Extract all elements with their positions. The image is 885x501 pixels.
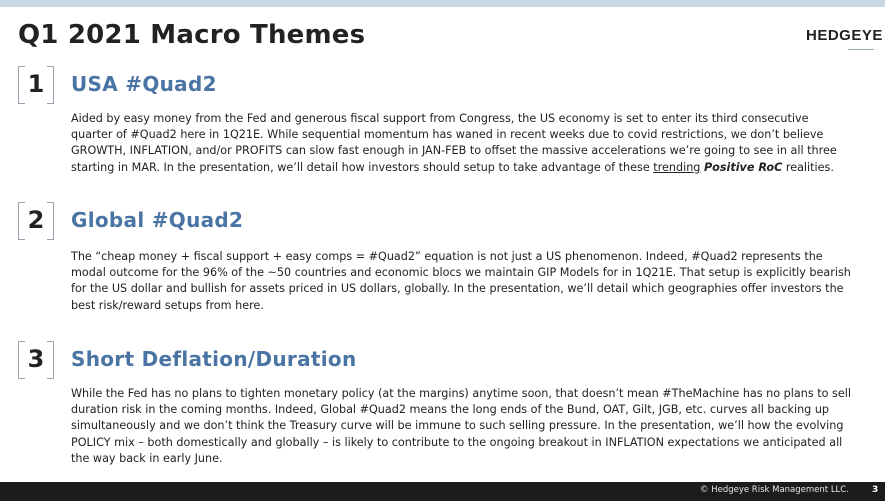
section-number-box xyxy=(18,66,54,104)
section-heading: Short Deflation/Duration xyxy=(71,347,357,371)
page-number: 3 xyxy=(872,485,879,495)
body-main-text: Aided by easy money from the Fed and generous fiscal support from Congress, the US economy is set to enter its third consecutive quarter of #Quad2 here in 1Q21E. While sequential momentum has waned in recent weeks due to covid restrictions, we don’t believe GROWTH, INFLATION, and/or PROFITS can slow fast enough in JAN-FEB to offset the massive accelerations we’re going to see in all three starting in MAR. In the presentation, we’ll detail how investors should setup to take advantage of these xyxy=(71,112,837,174)
section-number: 2 xyxy=(27,206,45,234)
top-accent-bar xyxy=(0,0,885,7)
footer-bar xyxy=(0,482,885,501)
section-number-box xyxy=(18,341,54,379)
bold-italic-term: Positive RoC xyxy=(703,160,783,174)
body-end-text: realities. xyxy=(785,160,834,174)
section-heading: Global #Quad2 xyxy=(71,208,244,232)
section-number-box xyxy=(18,202,54,240)
underlined-term: trending xyxy=(653,160,701,174)
logo-underline xyxy=(848,49,874,50)
section-body: While the Fed has no plans to tighten monetary policy (at the margins) anytime soon, that doesn’t mean #TheMachine has no plans to sell duration risk in the coming months. Indeed, Global #Quad2 means the long ends of the Bund, OAT, Gilt, JGB, etc. curves all backing up simultaneously and we don’t think the Treasury curve will be immune to such selling pressure. In the presentation, we’ll how the evolving POLICY mix – both domestically and globally – is likely to contribute to the ongoing breakout in INFLATION expectations we anticipated all the way back in early June. xyxy=(71,387,851,465)
page-title: Q1 2021 Macro Themes xyxy=(18,20,366,50)
section-heading: USA #Quad2 xyxy=(71,72,217,96)
hedgeye-logo: HEDGEYE xyxy=(806,27,883,44)
section-body xyxy=(71,111,851,176)
section-body: The “cheap money + fiscal support + easy comps = #Quad2” equation is not just a US phenomenon. Indeed, #Quad2 represents the modal outcome for the 96% of the ~50 countries and economic blocs we maintain GIP Models for in 1Q21E. That setup is explicitly bearish for the US dollar and bullish for assets priced in US dollars, globally. In the presentation, we’ll detail which geographies offer investors the best risk/reward setups from here. xyxy=(71,250,851,312)
section-number: 3 xyxy=(27,345,45,373)
section-number: 1 xyxy=(27,70,45,98)
footer-copyright: © Hedgeye Risk Management LLC. xyxy=(700,485,849,495)
